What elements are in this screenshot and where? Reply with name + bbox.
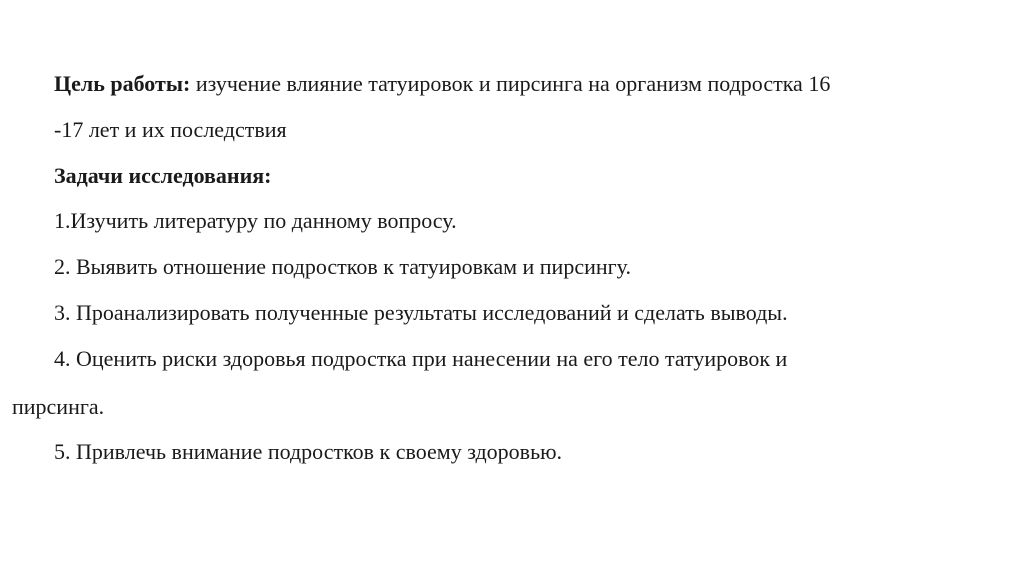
task-item-1: 1.Изучить литературу по данному вопросу. <box>54 208 457 233</box>
task-item-3: 3. Проанализировать полученные результаты исследований и сделать выводы. <box>54 300 788 325</box>
task-item-4-continuation: пирсинга. <box>12 394 105 419</box>
task-item-2: 2. Выявить отношение подростков к татуировкам и пирсингу. <box>54 254 631 279</box>
goal-label: Цель работы: <box>54 71 191 96</box>
goal-text: изучение влияние татуировок и пирсинга на организм подростка 16 <box>190 71 831 96</box>
goal-line <box>54 70 830 98</box>
task-item-4: 4. Оценить риски здоровья подростка при нанесении на его тело татуировок и <box>54 346 788 371</box>
task-item-5: 5. Привлечь внимание подростков к своему здоровью. <box>54 439 563 464</box>
goal-text-continuation: -17 лет и их последствия <box>54 117 287 142</box>
tasks-heading: Задачи исследования: <box>54 163 272 188</box>
